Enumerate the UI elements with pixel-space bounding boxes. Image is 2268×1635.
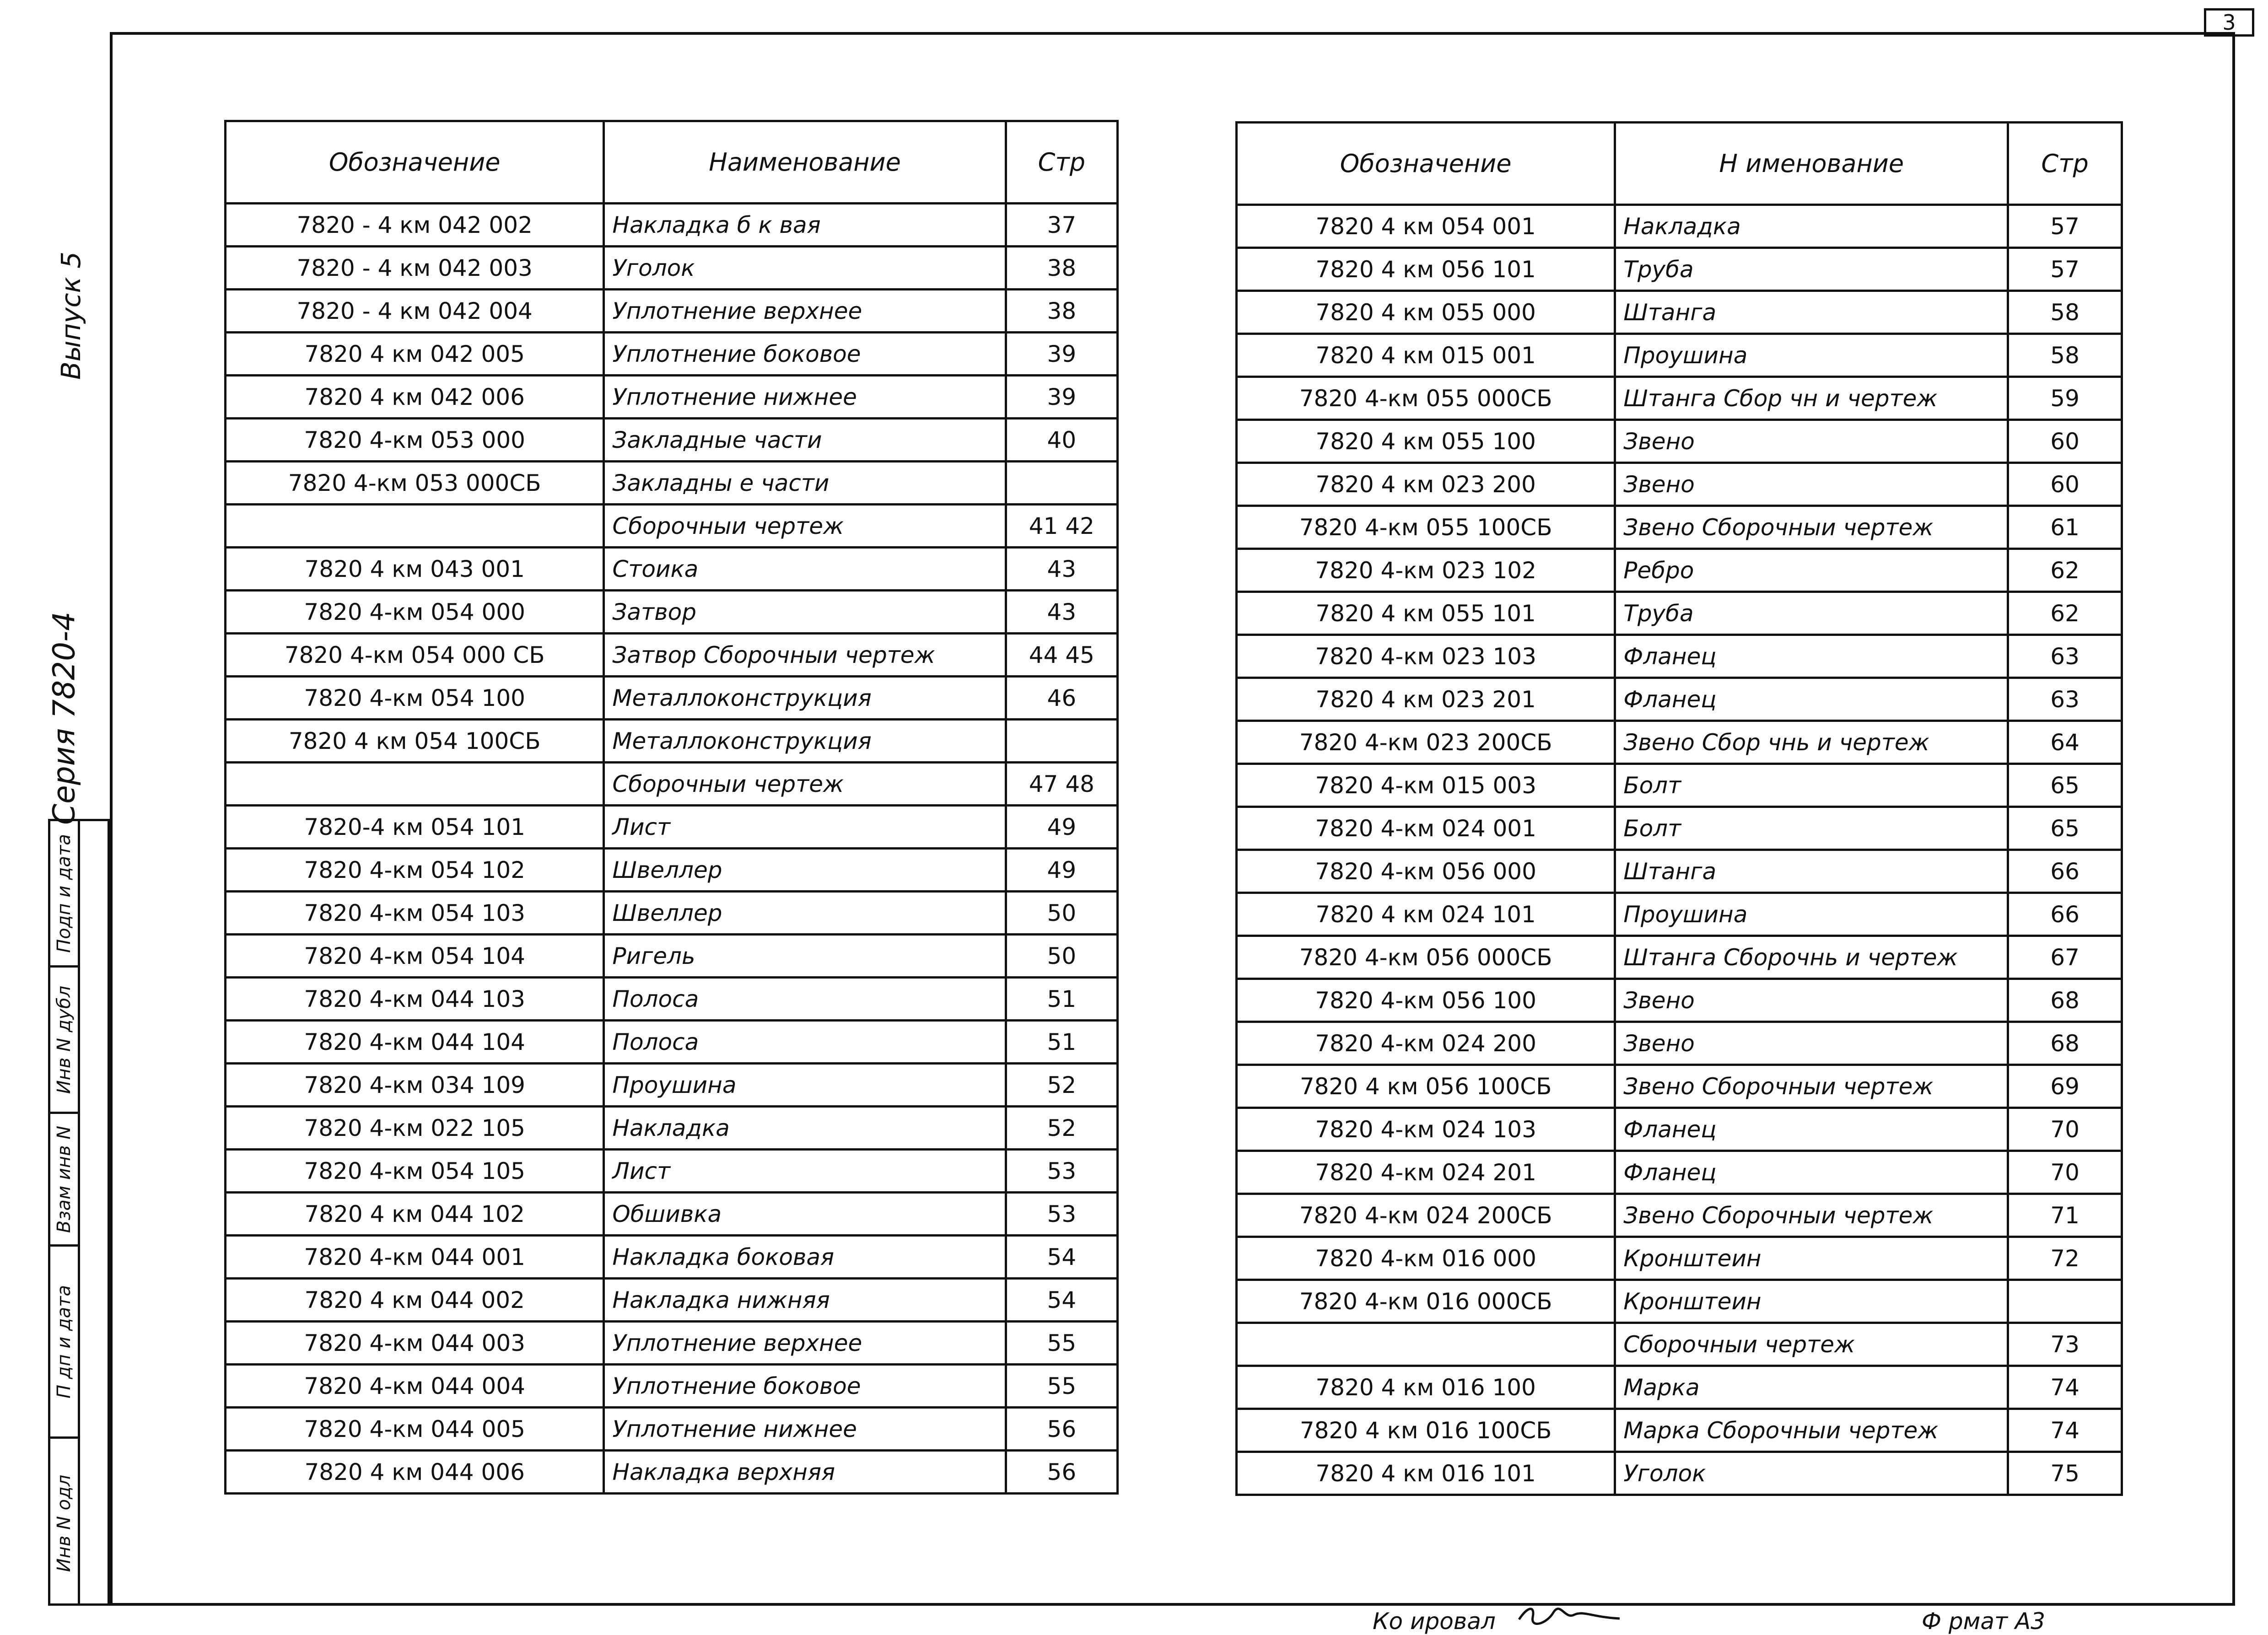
- cell-name: Фланец: [1615, 678, 2008, 721]
- cell-page: 68: [2008, 1022, 2122, 1065]
- cell-designation: 7820 4-км 015 003: [1237, 764, 1615, 807]
- cell-designation: 7820 4-км 056 000: [1237, 850, 1615, 893]
- table-row: [1237, 1237, 2122, 1280]
- cell-name: Уплотнение нижнее: [604, 1408, 1006, 1451]
- table-row: [226, 634, 1118, 677]
- cell-page: 62: [2008, 549, 2122, 592]
- cell-name: Обшивка: [604, 1193, 1006, 1236]
- cell-page: 55: [1006, 1365, 1117, 1408]
- header-page: Стр: [2008, 123, 2122, 205]
- cell-name: Накладка боковая: [604, 1236, 1006, 1279]
- cell-designation: 7820 4 км 016 101: [1237, 1452, 1615, 1495]
- table-row: [1237, 1108, 2122, 1151]
- table-row: [1237, 721, 2122, 764]
- left-index-table: [224, 120, 1119, 1495]
- cell-name: Звено Сбор чнь и чертеж: [1615, 721, 2008, 764]
- cell-name: Металлоконструкция: [604, 720, 1006, 763]
- header-designation: Обозначение: [226, 121, 604, 204]
- cell-designation: 7820 4-км 024 001: [1237, 807, 1615, 850]
- table-row: [1237, 893, 2122, 936]
- cell-page: [2008, 1280, 2122, 1323]
- cell-designation: 7820 4 км 023 200: [1237, 463, 1615, 506]
- table-row: [1237, 1022, 2122, 1065]
- cell-name: Труба: [1615, 592, 2008, 635]
- header-name: Н именование: [1615, 123, 2008, 205]
- cell-name: Звено Сборочныи чертеж: [1615, 1065, 2008, 1108]
- cell-name: Закладны е части: [604, 462, 1006, 505]
- table-row: [226, 806, 1118, 849]
- table-row: [226, 204, 1118, 247]
- cell-page: 73: [2008, 1323, 2122, 1366]
- side-stamp: [48, 819, 110, 1606]
- cell-name: Штанга: [1615, 850, 2008, 893]
- cell-name: Уголок: [604, 247, 1006, 290]
- cell-page: [1006, 462, 1117, 505]
- table-row: [1237, 1409, 2122, 1452]
- cell-page: 53: [1006, 1193, 1117, 1236]
- table-row: [1237, 420, 2122, 463]
- cell-page: 63: [2008, 678, 2122, 721]
- cell-name: Уплотнение боковое: [604, 1365, 1006, 1408]
- cell-page: 61: [2008, 506, 2122, 549]
- cell-designation: 7820 4-км 055 000СБ: [1237, 377, 1615, 420]
- table-header-row: [1237, 123, 2122, 205]
- table-row: [1237, 463, 2122, 506]
- cell-page: 65: [2008, 764, 2122, 807]
- header-name: Наименование: [604, 121, 1006, 204]
- cell-page: 43: [1006, 548, 1117, 591]
- cell-page: 66: [2008, 893, 2122, 936]
- cell-designation: 7820 4 км 056 100СБ: [1237, 1065, 1615, 1108]
- cell-page: 54: [1006, 1236, 1117, 1279]
- right-table-body: [1237, 205, 2122, 1495]
- cell-page: 46: [1006, 677, 1117, 720]
- cell-designation: 7820 4-км 044 001: [226, 1236, 604, 1279]
- cell-page: 69: [2008, 1065, 2122, 1108]
- table-row: [226, 333, 1118, 376]
- cell-name: Уплотнение боковое: [604, 333, 1006, 376]
- table-row: [226, 1322, 1118, 1365]
- cell-designation: 7820 4-км 054 102: [226, 849, 604, 892]
- table-row: [226, 1150, 1118, 1193]
- stamp-label: Инв N одл: [54, 1474, 75, 1572]
- table-row: [1237, 1065, 2122, 1108]
- cell-name: Затвор Сборочныи чертеж: [604, 634, 1006, 677]
- cell-designation: 7820 4-км 022 105: [226, 1107, 604, 1150]
- cell-designation: 7820 4-км 054 105: [226, 1150, 604, 1193]
- cell-page: 72: [2008, 1237, 2122, 1280]
- cell-name: Фланец: [1615, 1151, 2008, 1194]
- cell-page: 55: [1006, 1322, 1117, 1365]
- cell-page: 59: [2008, 377, 2122, 420]
- cell-page: 70: [2008, 1151, 2122, 1194]
- signature-mark: [1514, 1601, 1624, 1629]
- cell-designation: 7820 4-км 054 100: [226, 677, 604, 720]
- cell-page: 63: [2008, 635, 2122, 678]
- cell-name: Полоса: [604, 1021, 1006, 1064]
- left-table-body: [226, 204, 1118, 1494]
- cell-name: Накладка б к вая: [604, 204, 1006, 247]
- table-row: [1237, 592, 2122, 635]
- cell-name: Ригель: [604, 935, 1006, 978]
- cell-page: 43: [1006, 591, 1117, 634]
- table-row: [1237, 1280, 2122, 1323]
- cell-page: 65: [2008, 807, 2122, 850]
- cell-page: 39: [1006, 376, 1117, 419]
- cell-page: 47 48: [1006, 763, 1117, 806]
- cell-name: Звено: [1615, 463, 2008, 506]
- cell-page: 74: [2008, 1409, 2122, 1452]
- cell-designation: 7820 4 км 015 001: [1237, 334, 1615, 377]
- cell-name: Лист: [604, 806, 1006, 849]
- stamp-label: Инв N дубл: [54, 985, 75, 1094]
- cell-designation: 7820 4-км 024 200СБ: [1237, 1194, 1615, 1237]
- table-row: [1237, 764, 2122, 807]
- cell-name: Стоика: [604, 548, 1006, 591]
- cell-name: Закладные части: [604, 419, 1006, 462]
- cell-page: 56: [1006, 1451, 1117, 1494]
- cell-name: Затвор: [604, 591, 1006, 634]
- table-row: [226, 978, 1118, 1021]
- cell-name: Накладка: [1615, 205, 2008, 248]
- table-row: [1237, 1151, 2122, 1194]
- cell-designation: 7820 4 км 044 102: [226, 1193, 604, 1236]
- table-row: [226, 462, 1118, 505]
- cell-designation: 7820 4-км 044 104: [226, 1021, 604, 1064]
- cell-page: 39: [1006, 333, 1117, 376]
- table-row: [1237, 291, 2122, 334]
- stamp-label: П дп и дата: [54, 1285, 75, 1398]
- cell-name: Проушина: [1615, 893, 2008, 936]
- cell-name: Штанга: [1615, 291, 2008, 334]
- cell-designation: 7820 4 км 044 006: [226, 1451, 604, 1494]
- cell-designation: 7820 4 км 054 001: [1237, 205, 1615, 248]
- cell-name: Ребро: [1615, 549, 2008, 592]
- cell-name: Уплотнение нижнее: [604, 376, 1006, 419]
- cell-page: 57: [2008, 205, 2122, 248]
- cell-designation: 7820 - 4 км 042 004: [226, 290, 604, 333]
- table-row: [226, 720, 1118, 763]
- cell-name: Кронштеин: [1615, 1280, 2008, 1323]
- table-row: [1237, 1452, 2122, 1495]
- cell-page: 74: [2008, 1366, 2122, 1409]
- cell-designation: 7820 - 4 км 042 003: [226, 247, 604, 290]
- cell-page: 58: [2008, 291, 2122, 334]
- cell-page: 52: [1006, 1107, 1117, 1150]
- cell-page: 38: [1006, 290, 1117, 333]
- cell-page: 75: [2008, 1452, 2122, 1495]
- cell-designation: 7820 4-км 054 104: [226, 935, 604, 978]
- header-page: Стр: [1006, 121, 1117, 204]
- cell-page: 41 42: [1006, 505, 1117, 548]
- cell-designation: 7820 4-км 023 200СБ: [1237, 721, 1615, 764]
- cell-name: Труба: [1615, 248, 2008, 291]
- cell-designation: 7820 4-км 054 000 СБ: [226, 634, 604, 677]
- cell-page: 37: [1006, 204, 1117, 247]
- cell-designation: 7820 4 км 016 100СБ: [1237, 1409, 1615, 1452]
- page-number-box: [2204, 8, 2254, 37]
- cell-name: Проушина: [1615, 334, 2008, 377]
- cell-page: 38: [1006, 247, 1117, 290]
- cell-designation: 7820 4-км 024 201: [1237, 1151, 1615, 1194]
- table-row: [226, 419, 1118, 462]
- cell-designation: 7820 4-км 016 000СБ: [1237, 1280, 1615, 1323]
- table-row: [1237, 506, 2122, 549]
- checked-label: Ко ировал: [1373, 1608, 1496, 1635]
- format-label: Ф рмат А3: [1922, 1608, 2046, 1635]
- table-row: [226, 677, 1118, 720]
- cell-name: Швеллер: [604, 849, 1006, 892]
- cell-name: Сборочныи чертеж: [604, 505, 1006, 548]
- cell-name: Кронштеин: [1615, 1237, 2008, 1280]
- cell-designation: [226, 505, 604, 548]
- cell-designation: 7820 4-км 044 003: [226, 1322, 604, 1365]
- table-row: [226, 763, 1118, 806]
- table-row: [1237, 1323, 2122, 1366]
- cell-page: 51: [1006, 1021, 1117, 1064]
- right-index-table: [1235, 121, 2123, 1496]
- cell-page: 52: [1006, 1064, 1117, 1107]
- page-number: 3: [2222, 10, 2236, 35]
- stamp-cell-orig-inv: [50, 1439, 78, 1608]
- cell-page: 50: [1006, 935, 1117, 978]
- cell-designation: 7820 4-км 016 000: [1237, 1237, 1615, 1280]
- cell-name: Звено: [1615, 420, 2008, 463]
- cell-name: Фланец: [1615, 635, 2008, 678]
- cell-page: 60: [2008, 420, 2122, 463]
- cell-designation: 7820 4 км 042 005: [226, 333, 604, 376]
- table-row: [226, 1408, 1118, 1451]
- cell-name: Уплотнение верхнее: [604, 290, 1006, 333]
- cell-designation: 7820 4 км 023 201: [1237, 678, 1615, 721]
- table-row: [1237, 635, 2122, 678]
- cell-page: 50: [1006, 892, 1117, 935]
- cell-designation: 7820 4-км 034 109: [226, 1064, 604, 1107]
- cell-page: 62: [2008, 592, 2122, 635]
- cell-name: Сборочныи чертеж: [604, 763, 1006, 806]
- cell-page: 44 45: [1006, 634, 1117, 677]
- table-row: [1237, 1366, 2122, 1409]
- table-row: [226, 505, 1118, 548]
- cell-designation: 7820 4-км 023 103: [1237, 635, 1615, 678]
- cell-designation: 7820 4 км 042 006: [226, 376, 604, 419]
- series-label: Серия 7820-4: [46, 612, 82, 825]
- table-row: [226, 376, 1118, 419]
- header-designation: Обозначение: [1237, 123, 1615, 205]
- cell-designation: 7820 4-км 054 000: [226, 591, 604, 634]
- cell-page: [1006, 720, 1117, 763]
- cell-designation: 7820 4-км 024 200: [1237, 1022, 1615, 1065]
- cell-page: 60: [2008, 463, 2122, 506]
- cell-name: Накладка: [604, 1107, 1006, 1150]
- cell-designation: 7820 4-км 053 000: [226, 419, 604, 462]
- cell-designation: 7820 4 км 054 100СБ: [226, 720, 604, 763]
- cell-designation: 7820 4-км 054 103: [226, 892, 604, 935]
- cell-page: 57: [2008, 248, 2122, 291]
- table-row: [226, 247, 1118, 290]
- cell-name: Металлоконструкция: [604, 677, 1006, 720]
- table-row: [226, 935, 1118, 978]
- cell-name: Звено: [1615, 1022, 2008, 1065]
- table-row: [1237, 678, 2122, 721]
- table-row: [1237, 205, 2122, 248]
- stamp-cell-sign-date-2: [50, 1247, 78, 1439]
- cell-designation: 7820 4-км 044 004: [226, 1365, 604, 1408]
- stamp-cell-dup-inv: [50, 968, 78, 1114]
- cell-page: 53: [1006, 1150, 1117, 1193]
- table-row: [1237, 549, 2122, 592]
- cell-page: 58: [2008, 334, 2122, 377]
- cell-designation: 7820 4-км 023 102: [1237, 549, 1615, 592]
- table-row: [226, 892, 1118, 935]
- cell-page: 68: [2008, 979, 2122, 1022]
- cell-designation: 7820 4-км 044 005: [226, 1408, 604, 1451]
- table-row: [226, 548, 1118, 591]
- cell-designation: 7820 4-км 044 103: [226, 978, 604, 1021]
- cell-name: Марка: [1615, 1366, 2008, 1409]
- cell-name: Накладка нижняя: [604, 1279, 1006, 1322]
- table-row: [226, 1021, 1118, 1064]
- cell-page: 64: [2008, 721, 2122, 764]
- cell-page: 40: [1006, 419, 1117, 462]
- cell-designation: [226, 763, 604, 806]
- cell-designation: 7820 4-км 056 100: [1237, 979, 1615, 1022]
- table-row: [226, 1107, 1118, 1150]
- table-row: [1237, 334, 2122, 377]
- cell-designation: [1237, 1323, 1615, 1366]
- cell-designation: 7820 4 км 055 101: [1237, 592, 1615, 635]
- table-row: [226, 1279, 1118, 1322]
- cell-name: Полоса: [604, 978, 1006, 1021]
- cell-designation: 7820 4 км 016 100: [1237, 1366, 1615, 1409]
- cell-name: Звено: [1615, 979, 2008, 1022]
- cell-designation: 7820 4 км 055 000: [1237, 291, 1615, 334]
- cell-name: Болт: [1615, 807, 2008, 850]
- table-row: [226, 1193, 1118, 1236]
- cell-name: Лист: [604, 1150, 1006, 1193]
- table-row: [226, 849, 1118, 892]
- cell-designation: 7820 4-км 024 103: [1237, 1108, 1615, 1151]
- stamp-cell-replace-inv: [50, 1114, 78, 1247]
- table-row: [1237, 850, 2122, 893]
- cell-name: Звено Сборочныи чертеж: [1615, 1194, 2008, 1237]
- issue-label: Выпуск 5: [55, 251, 86, 380]
- table-row: [1237, 979, 2122, 1022]
- table-header-row: [226, 121, 1118, 204]
- cell-page: 71: [2008, 1194, 2122, 1237]
- cell-page: 54: [1006, 1279, 1117, 1322]
- cell-name: Штанга Сборочнь и чертеж: [1615, 936, 2008, 979]
- cell-designation: 7820 4-км 055 100СБ: [1237, 506, 1615, 549]
- table-row: [1237, 807, 2122, 850]
- cell-designation: 7820 4 км 055 100: [1237, 420, 1615, 463]
- table-row: [226, 1451, 1118, 1494]
- cell-name: Штанга Сбор чн и чертеж: [1615, 377, 2008, 420]
- cell-page: 51: [1006, 978, 1117, 1021]
- cell-designation: 7820 4 км 024 101: [1237, 893, 1615, 936]
- cell-name: Сборочныи чертеж: [1615, 1323, 2008, 1366]
- table-row: [226, 591, 1118, 634]
- cell-name: Уплотнение верхнее: [604, 1322, 1006, 1365]
- cell-page: 49: [1006, 806, 1117, 849]
- table-row: [226, 1064, 1118, 1107]
- cell-name: Накладка верхняя: [604, 1451, 1006, 1494]
- table-row: [226, 290, 1118, 333]
- table-row: [226, 1236, 1118, 1279]
- cell-designation: 7820 - 4 км 042 002: [226, 204, 604, 247]
- cell-page: 66: [2008, 850, 2122, 893]
- cell-name: Швеллер: [604, 892, 1006, 935]
- cell-designation: 7820 4 км 044 002: [226, 1279, 604, 1322]
- cell-page: 56: [1006, 1408, 1117, 1451]
- cell-designation: 7820 4-км 053 000СБ: [226, 462, 604, 505]
- table-row: [1237, 1194, 2122, 1237]
- cell-name: Уголок: [1615, 1452, 2008, 1495]
- table-row: [1237, 936, 2122, 979]
- cell-name: Фланец: [1615, 1108, 2008, 1151]
- cell-designation: 7820 4-км 056 000СБ: [1237, 936, 1615, 979]
- stamp-label: Взам инв N: [54, 1125, 75, 1233]
- cell-name: Болт: [1615, 764, 2008, 807]
- stamp-cell-sign-date: [50, 821, 78, 968]
- stamp-label-column: [50, 821, 80, 1603]
- table-row: [1237, 377, 2122, 420]
- cell-name: Звено Сборочныи чертеж: [1615, 506, 2008, 549]
- cell-designation: 7820-4 км 054 101: [226, 806, 604, 849]
- cell-page: 67: [2008, 936, 2122, 979]
- cell-page: 70: [2008, 1108, 2122, 1151]
- table-row: [226, 1365, 1118, 1408]
- cell-name: Марка Сборочныи чертеж: [1615, 1409, 2008, 1452]
- stamp-label: Подп и дата: [54, 834, 75, 953]
- cell-page: 49: [1006, 849, 1117, 892]
- cell-designation: 7820 4 км 043 001: [226, 548, 604, 591]
- cell-designation: 7820 4 км 056 101: [1237, 248, 1615, 291]
- table-row: [1237, 248, 2122, 291]
- cell-name: Проушина: [604, 1064, 1006, 1107]
